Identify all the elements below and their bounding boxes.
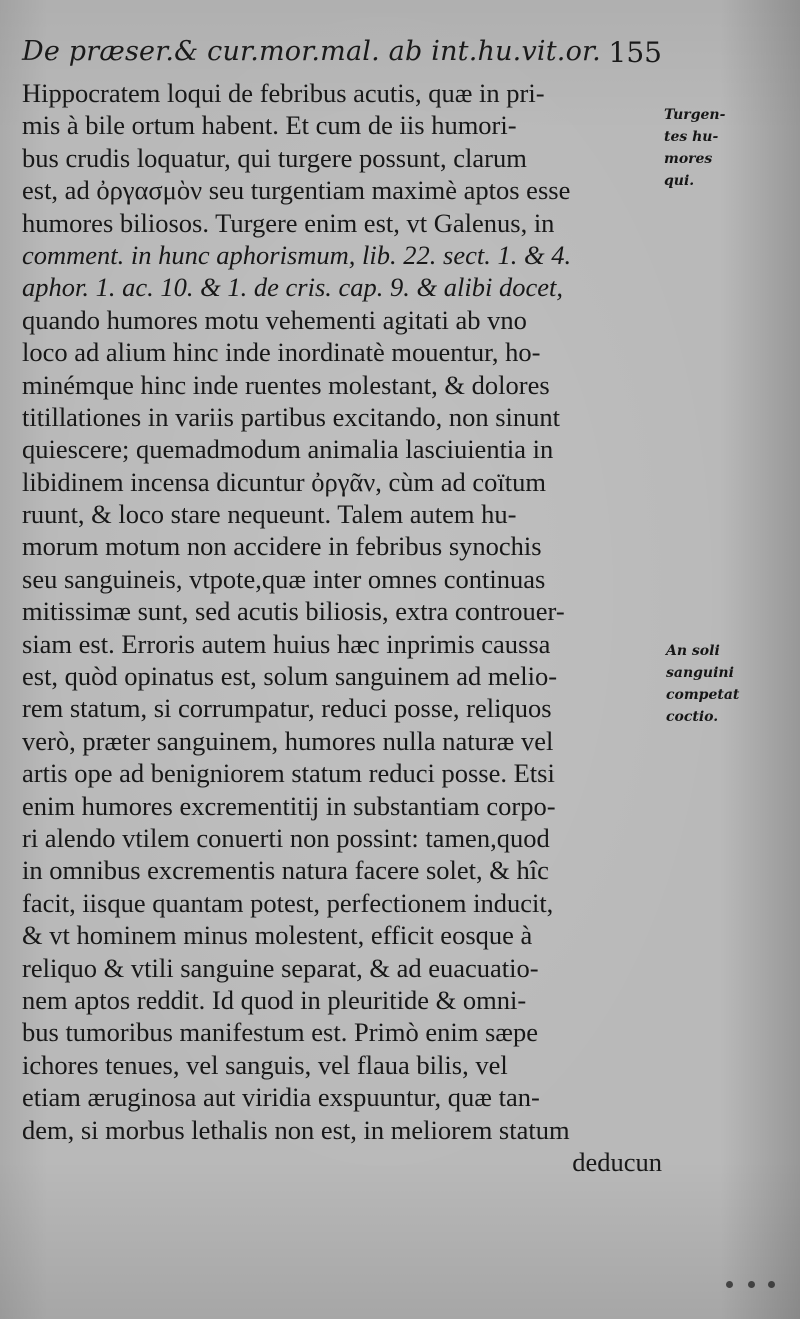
- text-line: facit, iisque quantam potest, perfectionem inducit,: [22, 887, 554, 918]
- text-line: libidinem incensa dicuntur ὀργᾶν, cùm ad coïtum: [22, 466, 547, 497]
- edge-marks: [726, 1281, 776, 1291]
- edge-dot: [768, 1281, 775, 1288]
- text-line: titillationes in variis partibus excitando, non sinunt: [22, 401, 561, 432]
- margin-note-line: tes hu-: [664, 129, 719, 145]
- text-line: humores biliosos. Turgere enim est, vt Galenus, in: [22, 207, 555, 238]
- margin-note-line: An soli: [666, 643, 720, 659]
- margin-note-coctio: [666, 640, 739, 728]
- text-line: seu sanguineis, vtpote,quæ inter omnes continuas: [22, 563, 546, 594]
- text-line: nem aptos reddit. Id quod in pleuritide & omni-: [22, 984, 527, 1015]
- text-line: ruunt, & loco stare nequeunt. Talem autem hu-: [22, 499, 517, 530]
- text-line: quiescere; quemadmodum animalia lasciuientia in: [22, 434, 554, 465]
- margin-note-line: Turgen-: [664, 107, 726, 123]
- text-line: bus crudis loquatur, qui turgere possunt, clarum: [22, 142, 527, 173]
- running-head: De præser.& cur.mor.mal. ab int.hu.vit.or.: [22, 36, 601, 67]
- margin-note-line: coctio.: [666, 709, 719, 725]
- edge-dot: [726, 1281, 733, 1288]
- margin-note-line: mores: [664, 151, 713, 167]
- margin-note-line: qui.: [664, 173, 695, 189]
- text-line: morum motum non accidere in febribus synochis: [22, 531, 542, 562]
- text-line: mitissimæ sunt, sed acutis biliosis, extra controuer-: [22, 596, 565, 627]
- margin-note-line: competat: [666, 687, 740, 703]
- text-line: reliquo & vtili sanguine separat, & ad euacuatio-: [22, 952, 539, 983]
- text-line: rem statum, si corrumpatur, reduci posse, reliquos: [22, 693, 552, 724]
- page-number: 155: [608, 36, 662, 69]
- text-line: verò, præter sanguinem, humores nulla naturæ vel: [22, 725, 554, 756]
- text-line: in omnibus excrementis natura facere solet, & hîc: [22, 855, 549, 886]
- text-line: bus tumoribus manifestum est. Primò enim sæpe: [22, 1017, 538, 1048]
- text-line: ichores tenues, vel sanguis, vel flaua bilis, vel: [22, 1049, 508, 1080]
- text-line: comment. in hunc aphorismum, lib. 22. sect. 1. & 4.: [22, 239, 572, 270]
- text-line: dem, si morbus lethalis non est, in meliorem statum: [22, 1114, 570, 1145]
- page-header: [22, 36, 662, 76]
- text-line: mis à bile ortum habent. Et cum de iis humori-: [22, 110, 517, 141]
- text-line: loco ad alium hinc inde inordinatè mouentur, ho-: [22, 337, 541, 368]
- catchword: deducun: [572, 1146, 662, 1177]
- text-line: enim humores excrementitij in substantiam corpo-: [22, 790, 556, 821]
- main-text: [22, 77, 662, 1178]
- text-line: quando humores motu vehementi agitati ab vno: [22, 304, 527, 335]
- edge-dot: [748, 1281, 755, 1288]
- text-line: siam est. Erroris autem huius hæc inprimis caussa: [22, 628, 551, 659]
- text-line: etiam æruginosa aut viridia exspuuntur, quæ tan-: [22, 1082, 540, 1113]
- text-line: & vt hominem minus molestent, efficit eosque à: [22, 920, 533, 951]
- text-line: ri alendo vtilem conuerti non possint: tamen,quod: [22, 822, 550, 853]
- margin-note-turgentes: [664, 104, 725, 192]
- margin-note-line: sanguini: [666, 665, 734, 681]
- text-line: minémque hinc inde ruentes molestant, & dolores: [22, 369, 550, 400]
- text-line: est, ad ὀργασμὸν seu turgentiam maximè aptos esse: [22, 175, 571, 206]
- text-line: est, quòd opinatus est, solum sanguinem ad melio-: [22, 661, 558, 692]
- text-line: Hippocratem loqui de febribus acutis, quæ in pri-: [22, 78, 545, 108]
- text-line: artis ope ad benigniorem statum reduci posse. Etsi: [22, 758, 555, 789]
- text-line: aphor. 1. ac. 10. & 1. de cris. cap. 9. & alibi docet,: [22, 272, 563, 303]
